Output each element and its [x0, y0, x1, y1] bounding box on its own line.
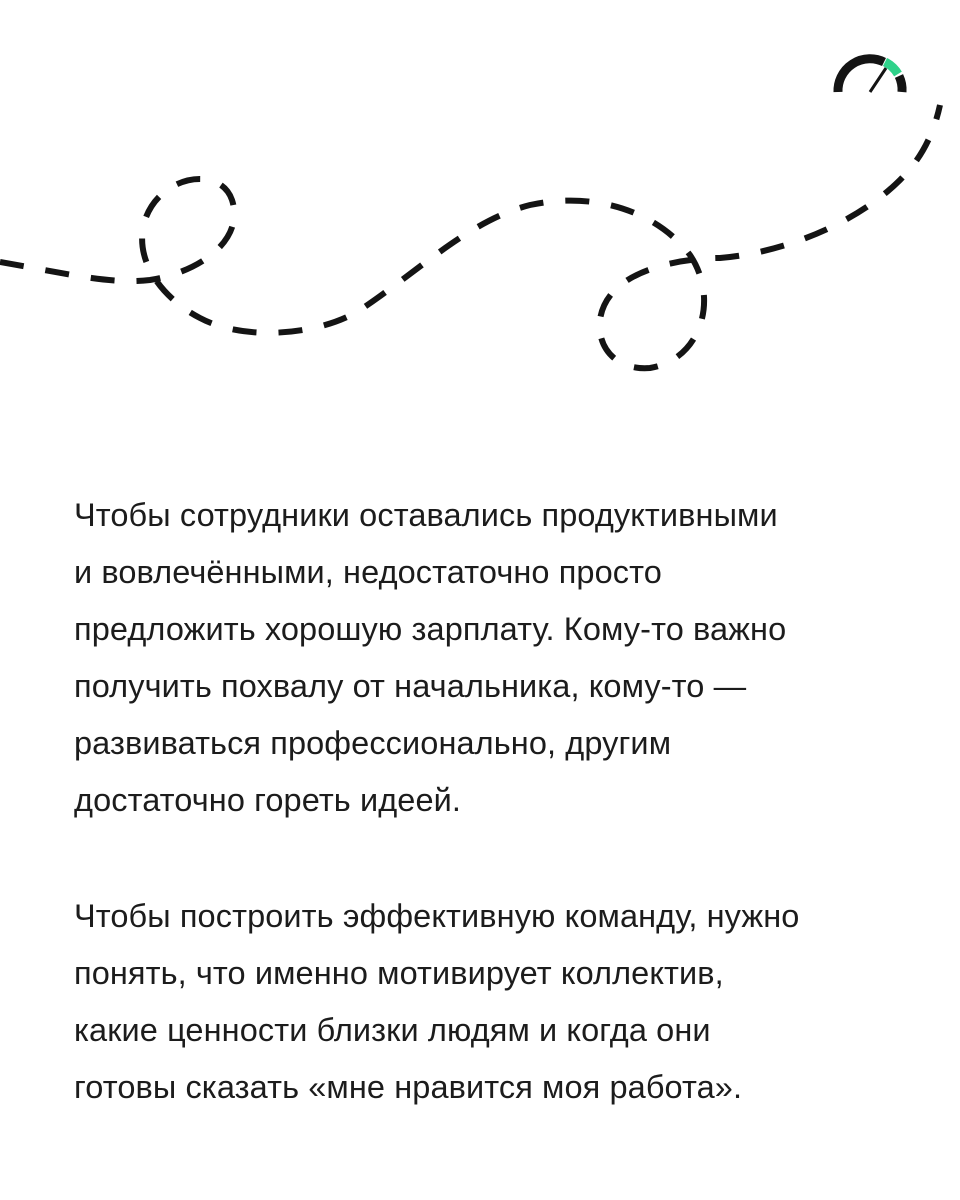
text-line: развиваться профессионально, другим	[74, 725, 672, 761]
text-line: Чтобы сотрудники оставались продуктивными	[74, 497, 778, 533]
text-line: Чтобы построить эффективную команду, нужно	[74, 898, 800, 934]
paragraph-team-building	[74, 888, 924, 1116]
text-line: какие ценности близки людям и когда они	[74, 1012, 711, 1048]
text-line: и вовлечёнными, недостаточно просто	[74, 554, 662, 590]
text-line: готовы сказать «мне нравится моя работа».	[74, 1069, 743, 1105]
paragraph-motivation-intro	[74, 487, 924, 829]
text-line: понять, что именно мотивирует коллектив,	[74, 955, 724, 991]
text-line: получить похвалу от начальника, кому-то —	[74, 668, 747, 704]
text-line: предложить хорошую зарплату. Кому-то важно	[74, 611, 787, 647]
text-line: достаточно гореть идеей.	[74, 782, 462, 818]
dashed-loop-path-icon	[0, 0, 960, 420]
